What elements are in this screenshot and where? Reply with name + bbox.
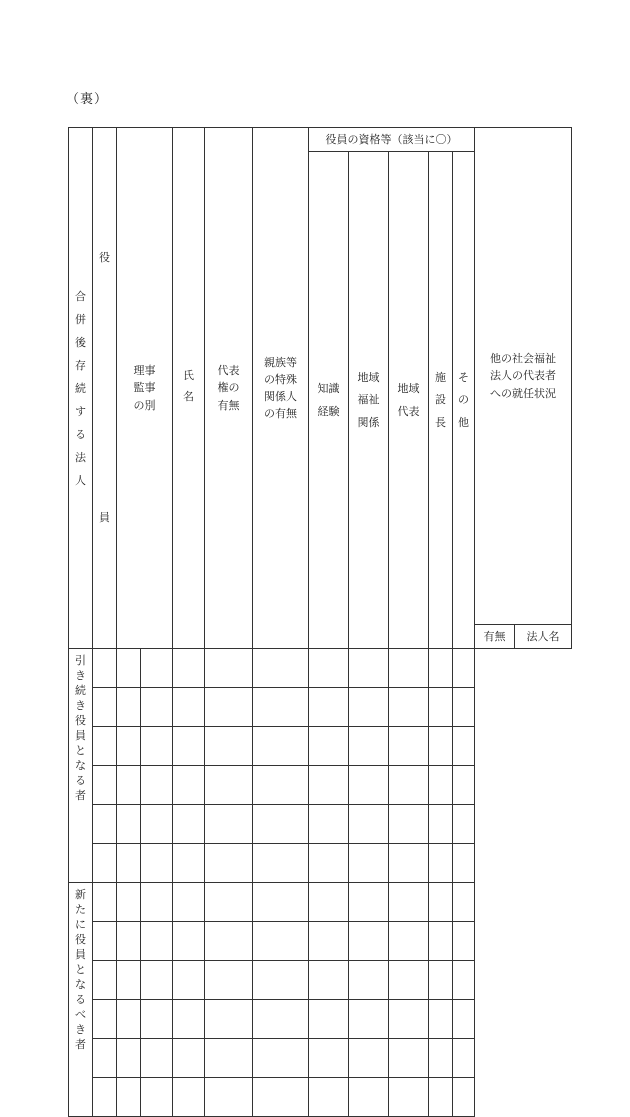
name-header-text: 氏 bbox=[183, 368, 194, 382]
representation-text: 権の bbox=[217, 381, 240, 395]
officer-entry-cell[interactable] bbox=[349, 688, 389, 727]
qualification-text: 経験 bbox=[317, 404, 340, 418]
officer-entry-cell[interactable] bbox=[141, 1039, 173, 1078]
relatives-text: 関係人 bbox=[264, 390, 297, 403]
surviving-entity-char: 後 bbox=[75, 335, 86, 349]
officer-entry-cell[interactable] bbox=[205, 1078, 253, 1117]
group-label-char: に bbox=[75, 918, 86, 931]
officer-entry-cell[interactable] bbox=[141, 727, 173, 766]
officer-entry-cell[interactable] bbox=[205, 727, 253, 766]
group-label-char: る bbox=[75, 774, 86, 787]
relatives-header bbox=[253, 128, 309, 649]
officer-entry-cell[interactable] bbox=[389, 1000, 429, 1039]
relatives-text: の有無 bbox=[264, 407, 297, 421]
role-type-text: 理事 bbox=[133, 364, 156, 378]
group-label-char: き bbox=[75, 1023, 86, 1036]
officer-entry-cell[interactable] bbox=[93, 805, 117, 844]
officer-entry-cell[interactable] bbox=[205, 922, 253, 961]
officer-entry-cell[interactable] bbox=[141, 688, 173, 727]
officer-entry-cell[interactable] bbox=[429, 922, 453, 961]
officer-entry-cell[interactable] bbox=[173, 844, 205, 883]
surviving-entity-char: 存 bbox=[75, 358, 86, 372]
officer-entry-cell[interactable] bbox=[429, 688, 453, 727]
officer-entry-cell[interactable] bbox=[429, 1078, 453, 1117]
officer-entry-cell[interactable] bbox=[453, 805, 475, 844]
group-label-char: 役 bbox=[75, 933, 86, 946]
officer-entry-cell[interactable] bbox=[253, 1078, 309, 1117]
officer-entry-cell[interactable] bbox=[429, 766, 453, 805]
qualification-text: 地域 bbox=[397, 382, 420, 396]
officer-entry-cell[interactable] bbox=[141, 844, 173, 883]
officer-entry-cell[interactable] bbox=[205, 844, 253, 883]
officer-entry-cell[interactable] bbox=[389, 766, 429, 805]
officer-entry-cell[interactable] bbox=[453, 727, 475, 766]
officer-entry-cell[interactable] bbox=[117, 727, 141, 766]
surviving-entity-char: す bbox=[75, 404, 86, 418]
officer-entry-cell[interactable] bbox=[389, 1078, 429, 1117]
officer-row bbox=[69, 1078, 572, 1117]
officer-entry-cell[interactable] bbox=[117, 766, 141, 805]
officer-row bbox=[69, 883, 572, 922]
officer-entry-cell[interactable] bbox=[205, 766, 253, 805]
officer-entry-cell[interactable] bbox=[173, 805, 205, 844]
other-corp-text: 法人の代表者 bbox=[490, 369, 557, 383]
officer-entry-cell[interactable] bbox=[453, 961, 475, 1000]
officer-entry-cell[interactable] bbox=[389, 805, 429, 844]
officer-entry-cell[interactable] bbox=[309, 766, 349, 805]
representation-text: 代表 bbox=[217, 364, 240, 378]
officer-entry-cell[interactable] bbox=[453, 688, 475, 727]
officer-entry-cell[interactable] bbox=[429, 844, 453, 883]
officer-entry-cell[interactable] bbox=[253, 961, 309, 1000]
officer-entry-cell[interactable] bbox=[309, 883, 349, 922]
officer-entry-cell[interactable] bbox=[93, 1039, 117, 1078]
group-label-char: 員 bbox=[75, 729, 86, 742]
officer-row bbox=[69, 727, 572, 766]
officer-entry-cell[interactable] bbox=[253, 844, 309, 883]
officer-entry-cell[interactable] bbox=[93, 883, 117, 922]
surviving-entity-label bbox=[69, 128, 93, 649]
group-label-char: き bbox=[75, 699, 86, 712]
officer-entry-cell[interactable] bbox=[349, 844, 389, 883]
officer-entry-cell[interactable] bbox=[309, 922, 349, 961]
officer-entry-cell[interactable] bbox=[205, 883, 253, 922]
officer-entry-cell[interactable] bbox=[93, 688, 117, 727]
group-new-label bbox=[69, 883, 93, 1117]
page-side-label: （裏） bbox=[66, 92, 109, 107]
officer-entry-cell[interactable] bbox=[141, 922, 173, 961]
surviving-entity-char: 併 bbox=[75, 312, 86, 326]
officer-entry-cell[interactable] bbox=[389, 922, 429, 961]
officer-entry-cell[interactable] bbox=[253, 727, 309, 766]
qualification-text: 施 bbox=[435, 371, 446, 385]
officer-entry-cell[interactable] bbox=[205, 688, 253, 727]
other-corp-text: 他の社会福祉 bbox=[490, 352, 557, 366]
representation-text: 有無 bbox=[217, 398, 240, 412]
representation-header bbox=[205, 128, 253, 649]
officer-entry-cell[interactable] bbox=[141, 1000, 173, 1039]
qualification-text: 長 bbox=[435, 415, 446, 429]
surviving-entity-char: 法 bbox=[75, 450, 86, 464]
officer-entry-cell[interactable] bbox=[205, 649, 253, 688]
group-label-char: き bbox=[75, 669, 86, 682]
officer-row bbox=[69, 1039, 572, 1078]
officer-entry-cell[interactable] bbox=[117, 844, 141, 883]
other-corp-text: への就任状況 bbox=[490, 386, 557, 400]
officer-entry-cell[interactable] bbox=[173, 649, 205, 688]
officer-entry-cell[interactable] bbox=[93, 766, 117, 805]
officer-row bbox=[69, 766, 572, 805]
officer-entry-cell[interactable] bbox=[253, 649, 309, 688]
qualification-text: 地域 bbox=[357, 371, 380, 385]
relatives-text: の特殊 bbox=[264, 372, 297, 386]
officer-row bbox=[69, 649, 572, 688]
officer-entry-cell[interactable] bbox=[173, 1000, 205, 1039]
officer-entry-cell[interactable] bbox=[453, 1000, 475, 1039]
officer-entry-cell[interactable] bbox=[429, 1039, 453, 1078]
officer-entry-cell[interactable] bbox=[117, 805, 141, 844]
officer-entry-cell[interactable] bbox=[205, 805, 253, 844]
group-label-char: 続 bbox=[75, 684, 86, 697]
officer-entry-cell[interactable] bbox=[349, 766, 389, 805]
qual-facility-head-header bbox=[429, 152, 453, 649]
officer-entry-cell[interactable] bbox=[309, 1078, 349, 1117]
role-type-header bbox=[117, 128, 173, 649]
officer-entry-cell[interactable] bbox=[309, 1039, 349, 1078]
officer-entry-cell[interactable] bbox=[253, 805, 309, 844]
officer-entry-cell[interactable] bbox=[173, 1078, 205, 1117]
officer-row bbox=[69, 922, 572, 961]
officer-entry-cell[interactable] bbox=[453, 766, 475, 805]
officer-entry-cell[interactable] bbox=[349, 961, 389, 1000]
officer-entry-cell[interactable] bbox=[389, 844, 429, 883]
officer-row bbox=[69, 688, 572, 727]
group-continuing-label bbox=[69, 649, 93, 883]
officer-entry-cell[interactable] bbox=[117, 922, 141, 961]
officer-entry-cell[interactable] bbox=[173, 961, 205, 1000]
other-corp-name-header: 法人名 bbox=[515, 625, 572, 649]
officer-entry-cell[interactable] bbox=[309, 727, 349, 766]
officer-entry-cell[interactable] bbox=[173, 727, 205, 766]
officer-entry-cell[interactable] bbox=[309, 805, 349, 844]
qual-regional-rep-header bbox=[389, 152, 429, 649]
other-corp-header bbox=[475, 128, 572, 625]
surviving-entity-char: 続 bbox=[75, 381, 86, 395]
officer-entry-cell[interactable] bbox=[453, 649, 475, 688]
officer-entry-cell[interactable] bbox=[117, 1078, 141, 1117]
qualification-text: の bbox=[458, 393, 470, 407]
group-label-char: な bbox=[75, 978, 86, 991]
officer-entry-cell[interactable] bbox=[453, 844, 475, 883]
officer-entry-cell[interactable] bbox=[93, 922, 117, 961]
officer-entry-cell[interactable] bbox=[309, 649, 349, 688]
officer-entry-cell[interactable] bbox=[205, 1000, 253, 1039]
officer-entry-cell[interactable] bbox=[173, 766, 205, 805]
group-label-char: 引 bbox=[75, 654, 86, 667]
officer-row bbox=[69, 844, 572, 883]
officer-entry-cell[interactable] bbox=[429, 883, 453, 922]
officer-entry-cell[interactable] bbox=[389, 688, 429, 727]
officer-column-label: 役 員 bbox=[93, 128, 117, 649]
officer-entry-cell[interactable] bbox=[141, 883, 173, 922]
group-label-char: と bbox=[75, 963, 86, 976]
officer-entry-cell[interactable] bbox=[253, 922, 309, 961]
officer-entry-cell[interactable] bbox=[389, 727, 429, 766]
officer-entry-cell[interactable] bbox=[141, 805, 173, 844]
group-label-char: 者 bbox=[75, 1038, 86, 1051]
qual-knowledge-header bbox=[309, 152, 349, 649]
qualification-text: 他 bbox=[458, 415, 470, 429]
surviving-entity-char: 人 bbox=[75, 473, 86, 487]
officer-entry-cell[interactable] bbox=[349, 1039, 389, 1078]
qualification-text: 関係 bbox=[357, 415, 380, 429]
officer-entry-cell[interactable] bbox=[429, 649, 453, 688]
officer-entry-cell[interactable] bbox=[309, 961, 349, 1000]
officer-row bbox=[69, 1000, 572, 1039]
name-header bbox=[173, 128, 205, 649]
officer-entry-cell[interactable] bbox=[429, 1000, 453, 1039]
officer-entry-cell[interactable] bbox=[93, 844, 117, 883]
officer-entry-cell[interactable] bbox=[141, 961, 173, 1000]
officer-entry-cell[interactable] bbox=[349, 805, 389, 844]
group-label-char: 者 bbox=[75, 789, 86, 802]
officer-entry-cell[interactable] bbox=[253, 883, 309, 922]
officer-entry-cell[interactable] bbox=[389, 1039, 429, 1078]
qualification-text: 代表 bbox=[397, 404, 420, 418]
officer-entry-cell[interactable] bbox=[117, 1000, 141, 1039]
officer-entry-cell[interactable] bbox=[173, 883, 205, 922]
qualification-text: 福祉 bbox=[357, 393, 380, 407]
group-label-char: 員 bbox=[75, 948, 86, 961]
officer-entry-cell[interactable] bbox=[453, 922, 475, 961]
surviving-entity-char: る bbox=[75, 427, 86, 441]
officer-entry-cell[interactable] bbox=[93, 1000, 117, 1039]
group-label-char: べ bbox=[75, 1008, 86, 1021]
officer-row bbox=[69, 961, 572, 1000]
officer-entry-cell[interactable] bbox=[349, 1078, 389, 1117]
officer-entry-cell[interactable] bbox=[389, 961, 429, 1000]
group-label-char: 役 bbox=[75, 714, 86, 727]
officer-entry-cell[interactable] bbox=[93, 961, 117, 1000]
officer-entry-cell[interactable] bbox=[141, 649, 173, 688]
surviving-entity-char: 合 bbox=[75, 289, 86, 303]
qualification-text: そ bbox=[458, 371, 470, 385]
group-label-char: 新 bbox=[75, 888, 86, 901]
officer-entry-cell[interactable] bbox=[389, 883, 429, 922]
officer-entry-cell[interactable] bbox=[253, 688, 309, 727]
officer-entry-cell[interactable] bbox=[429, 961, 453, 1000]
officer-entry-cell[interactable] bbox=[253, 766, 309, 805]
officer-entry-cell[interactable] bbox=[173, 922, 205, 961]
officer-entry-cell[interactable] bbox=[429, 805, 453, 844]
officer-entry-cell[interactable] bbox=[253, 1000, 309, 1039]
merger-officer-table bbox=[68, 127, 572, 1117]
officer-row bbox=[69, 805, 572, 844]
qualification-header: 役員の資格等（該当に〇） bbox=[309, 128, 475, 152]
group-label-char: と bbox=[75, 744, 86, 757]
officer-entry-cell[interactable] bbox=[141, 1078, 173, 1117]
officer-entry-cell[interactable] bbox=[349, 922, 389, 961]
group-label-char: る bbox=[75, 993, 86, 1006]
officer-entry-cell[interactable] bbox=[117, 883, 141, 922]
officer-entry-cell[interactable] bbox=[309, 844, 349, 883]
group-label-char: な bbox=[75, 759, 86, 772]
officer-entry-cell[interactable] bbox=[141, 766, 173, 805]
qual-other-header bbox=[453, 152, 475, 649]
officer-entry-cell[interactable] bbox=[117, 649, 141, 688]
officer-entry-cell[interactable] bbox=[173, 688, 205, 727]
officer-entry-cell[interactable] bbox=[309, 688, 349, 727]
officer-entry-cell[interactable] bbox=[453, 1039, 475, 1078]
role-type-text: 監事 bbox=[133, 381, 156, 395]
officer-entry-cell[interactable] bbox=[253, 1039, 309, 1078]
name-header-text: 名 bbox=[183, 390, 194, 403]
officer-entry-cell[interactable] bbox=[309, 1000, 349, 1039]
officer-entry-cell[interactable] bbox=[93, 649, 117, 688]
qualification-text: 設 bbox=[435, 393, 446, 407]
officer-entry-cell[interactable] bbox=[117, 688, 141, 727]
other-corp-presence-header: 有無 bbox=[475, 625, 515, 649]
relatives-text: 親族等 bbox=[264, 355, 297, 369]
officer-entry-cell[interactable] bbox=[349, 1000, 389, 1039]
officer-entry-cell[interactable] bbox=[173, 1039, 205, 1078]
officer-entry-cell[interactable] bbox=[389, 649, 429, 688]
qual-regional-welfare-header bbox=[349, 152, 389, 649]
officer-entry-cell[interactable] bbox=[117, 1039, 141, 1078]
officer-entry-cell[interactable] bbox=[453, 883, 475, 922]
role-type-text: の別 bbox=[133, 398, 156, 412]
qualification-text: 知識 bbox=[317, 382, 340, 396]
officer-entry-cell[interactable] bbox=[117, 961, 141, 1000]
officer-entry-cell[interactable] bbox=[349, 883, 389, 922]
officer-entry-cell[interactable] bbox=[349, 649, 389, 688]
officer-entry-cell[interactable] bbox=[349, 727, 389, 766]
officer-entry-cell[interactable] bbox=[93, 727, 117, 766]
officer-entry-cell[interactable] bbox=[205, 1039, 253, 1078]
officer-entry-cell[interactable] bbox=[93, 1078, 117, 1117]
officer-entry-cell[interactable] bbox=[453, 1078, 475, 1117]
officer-entry-cell[interactable] bbox=[429, 727, 453, 766]
officer-entry-cell[interactable] bbox=[205, 961, 253, 1000]
group-label-char: た bbox=[75, 903, 86, 916]
